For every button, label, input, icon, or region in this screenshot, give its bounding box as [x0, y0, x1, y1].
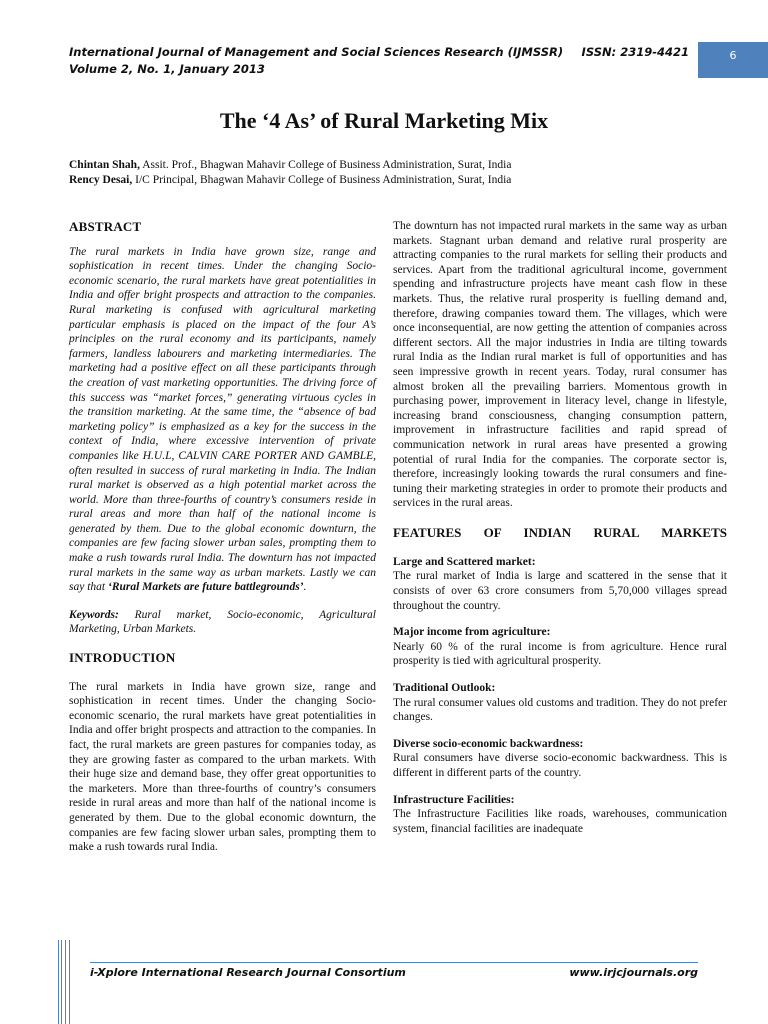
introduction-heading: INTRODUCTION: [69, 650, 176, 666]
abstract-heading: ABSTRACT: [69, 219, 142, 234]
footer-rule: [90, 962, 698, 963]
running-footer: [90, 966, 698, 979]
author-2: [69, 173, 709, 188]
author-affiliation: Assit. Prof., Bhagwan Mahavir College of Business Administration, Surat, India: [139, 159, 512, 171]
features-heading: FEATURES OF INDIAN RURAL MARKETS: [393, 524, 727, 540]
left-column: [69, 220, 376, 855]
volume-info: Volume 2, No. 1, January 2013: [69, 62, 265, 76]
author-affiliation: I/C Principal, Bhagwan Mahavir College of Business Administration, Surat, India: [132, 173, 512, 186]
abstract-closing: ‘Rural Markets are future battlegrounds’: [107, 581, 304, 594]
author-name: Chintan Shah,: [69, 159, 140, 171]
journal-name: International Journal of Management and Social Sciences Research (IJMSSR): [69, 45, 564, 59]
feature-item: [393, 681, 727, 725]
decorative-margin-lines: [58, 940, 70, 1024]
feature-text: The rural consumer values old customs and tradition. They do not prefer changes.: [393, 696, 727, 724]
feature-item: [393, 793, 727, 837]
feature-title: Large and Scattered market:: [393, 555, 536, 568]
page-number-badge: 6: [698, 42, 768, 78]
paper-title: The ‘4 As’ of Rural Marketing Mix: [219, 108, 549, 133]
feature-item: [393, 625, 727, 669]
feature-text: The Infrastructure Facilities like roads, warehouses, communication system, financial facilities are inadequate: [393, 808, 727, 835]
feature-text: The rural market of India is large and scattered in the sense that it consists of over 63 crore consumers from 5,70,000 villages spread throughout the country.: [393, 570, 727, 612]
keywords: [69, 608, 376, 637]
feature-title: Traditional Outlook:: [393, 682, 496, 695]
introduction-text: The rural markets in India have grown size, range and sophistication in recent times. Under the changing Socio-economic scenario, the rural markets have great potentialities in India and offer bright prospects and attraction to the companies. In fact, the rural markets are green pastures for companies today, as they are growing faster as compared to the urban markets. With their huge size and demand base, they offer great opportunities to the marketers. More than three-fourths of country’s consumers reside in rural areas and more than half of the national income is generated by them. Due to the global economic downturn, the companies are few facing slower urban sales, prompting them to make a rush towards rural India.: [69, 680, 376, 854]
author-list: [69, 158, 709, 187]
footer-publisher: i-Xplore International Research Journal Consortium: [90, 966, 406, 979]
feature-text: Rural consumers have diverse socio-economic backwardness. This is different in different parts of the country.: [393, 752, 727, 779]
feature-item: [393, 555, 727, 613]
downturn-paragraph: The downturn has not impacted rural markets in the same way as urban markets. Stagnant urban demand and relative rural prosperity are attracting companies to the rural markets for selling their products and services. Apart from the traditional agricultural income, government spending and infrastructure projects have meant cash flow in these markets. Thus, the relative rural prosperity is fuelling demand and, therefore, drawing companies toward them. The villages, which were once inconsequential, are now getting the attention of companies across different sectors. All the major industries in India are tilting towards rural India as the Indian rural market is full of opportunities and has seen impressive growth in recent years. Today, rural consumer has almost broken all the prevailing barriers. Momentous growth in purchasing power, improvement in literacy level, change in lifestyle, increasing brand consciousness, changing consumption pattern, improvement in infrastructure facilities and rapid spread of communication network in rural areas have presented a growing potential of rural India for the companies. The corporate sector is, therefore, increasingly looking towards the rural consumers and fine-tuning their marketing strategies in order to promote their products and services in the rural areas.: [393, 220, 727, 510]
keywords-text: Rural market, Socio-economic, Agricultural Marketing, Urban Markets.: [69, 608, 376, 636]
keywords-label: Keywords:: [69, 608, 119, 621]
author-1: [69, 158, 709, 173]
issn: ISSN: 2319-4421: [581, 45, 689, 59]
running-header: [69, 44, 689, 78]
abstract-text: The rural markets in India have grown size, range and sophistication in recent times. Under the changing Socio-economic scenario, the rural markets have great potentialities in India and offer bright prospects and attraction to the companies. Rural marketing is confused with agricultural marketing particular emphasis is placed on the impact of the four A’s principles on the rural economy and its participants, namely farmers, landless labourers and marketing intermediaries. The marketing had a positive effect on all these participants through the creation of vast marketing opportunities. The driving force of this success was “market forces,” generating virtuous cycles in the transition marketing. At the same time, the “absence of bad marketing policy” is emphasized as a key for the success in the context of India, where excessive intervention of private companies like H.U.L, CALVIN CARE PORTER AND GAMBLE, often resulted in success of rural marketing in India. The Indian rural market is observed as a high potential market across the world. More than three-fourths of country’s consumers reside in rural areas and more than half of the national income is generated by them. Due to the global economic downturn, the companies are few facing slower urban sales, prompting them to make a rush towards rural India. The downturn has not impacted rural markets in the same way as urban markets. Lastly we can say that ‘Rural Markets are future battlegrounds’.: [69, 245, 376, 594]
feature-title: Infrastructure Facilities:: [393, 793, 515, 806]
footer-website: www.irjcjournals.org: [569, 966, 698, 979]
feature-title: Major income from agriculture:: [393, 626, 551, 639]
feature-title: Diverse socio-economic backwardness:: [393, 737, 584, 750]
feature-item: [393, 737, 727, 781]
author-name: Rency Desai,: [69, 173, 133, 186]
feature-text: Nearly 60 % of the rural income is from agriculture. Hence rural prosperity is tied with agricultural prosperity.: [393, 640, 727, 668]
right-column: [393, 219, 727, 848]
